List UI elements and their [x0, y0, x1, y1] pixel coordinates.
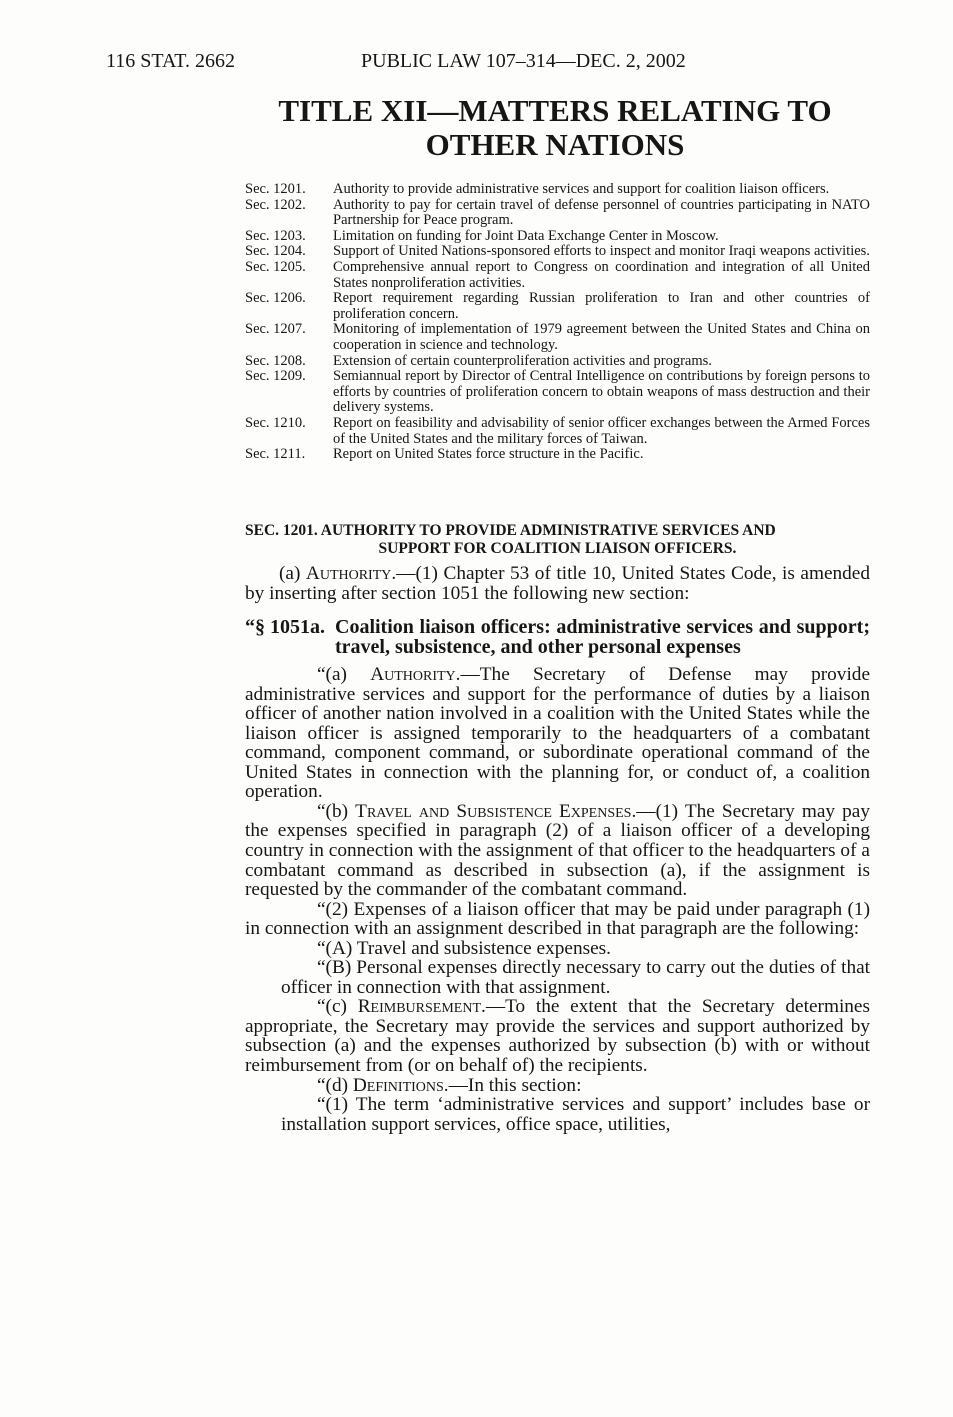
toc-entry	[245, 416, 870, 447]
toc-section-number: Sec. 1204.	[245, 243, 306, 260]
toc-section-number: Sec. 1201.	[245, 181, 306, 197]
paragraph-text: .—The Secretary of Defense may provide administrative services and support for the performance of duties by a liaison officer of another nation involved in a coalition with the United States while the liaison officer is assigned temporarily to the headquarters of a combatant command, component command, or subordinate operational command of the United States in connection with the planning for, or conduct of, a coalition operation.	[245, 664, 870, 803]
toc-entry	[245, 447, 870, 463]
toc-section-title: Limitation on funding for Joint Data Exchange Center in Moscow.	[333, 227, 719, 244]
quoted-subsection-c	[245, 997, 870, 1075]
toc-entry	[245, 322, 870, 353]
subsection-heading: Definitions	[352, 1074, 444, 1096]
quoted-subsection-a	[245, 665, 870, 802]
section-body	[245, 564, 870, 1134]
new-section-heading	[245, 617, 870, 657]
title-line-2: OTHER NATIONS	[425, 127, 685, 162]
stat-reference: 116 STAT. 2662	[106, 50, 235, 72]
public-law-reference: PUBLIC LAW 107–314—DEC. 2, 2002	[361, 50, 686, 72]
paragraph-a-authority	[245, 564, 870, 603]
toc-entry	[245, 369, 870, 416]
section-heading	[245, 522, 870, 558]
paragraph-label: “(c)	[317, 996, 358, 1018]
paragraph-text: .—(1) Chapter 53 of title 10, United States Code, is amended by inserting after section 1051 the following new section:	[245, 563, 870, 604]
toc-section-title: Support of United Nations-sponsored efforts to inspect and monitor Iraqi weapons activities.	[333, 243, 870, 260]
section-heading-line-2: SUPPORT FOR COALITION LIAISON OFFICERS.	[378, 540, 737, 557]
toc-entry	[245, 198, 870, 229]
toc-entry	[245, 182, 870, 198]
toc-section-title: Comprehensive annual report to Congress on coordination and integration of all United States nonproliferation activities.	[333, 258, 870, 291]
toc-section-number: Sec. 1211.	[245, 446, 306, 463]
quoted-subsection-b	[245, 802, 870, 900]
toc-section-title: Authority to pay for certain travel of defense personnel of countries participating in NATO Partnership for Peace program.	[333, 196, 870, 229]
toc-entry	[245, 291, 870, 322]
toc-section-title: Report on United States force structure in the Pacific.	[333, 446, 644, 463]
toc-entry	[245, 244, 870, 260]
toc-section-title: Report requirement regarding Russian proliferation to Iran and other countries of proliferation concern.	[333, 290, 870, 322]
paragraph-text: .—(1) The Secretary may pay the expenses specified in paragraph (2) of a liaison officer of a developing country in connection with the assignment of that officer to the headquarters of a combatant command as described in subsection (a), if the assignment is requested by the commander of the combatant command.	[245, 800, 870, 901]
toc-entry	[245, 229, 870, 245]
toc-section-number: Sec. 1208.	[245, 352, 306, 369]
paragraph-label: “(a)	[317, 664, 371, 686]
toc-section-number: Sec. 1207.	[245, 321, 306, 338]
toc-section-title: Extension of certain counterproliferation activities and programs.	[333, 352, 712, 369]
paragraph-label: “(d)	[317, 1074, 353, 1096]
quoted-paragraph-d1: “(1) The term ‘administrative services and support’ includes base or installation support services, office space, utilities,	[281, 1094, 870, 1135]
paragraph-label: “(b)	[317, 800, 356, 822]
title-heading	[240, 94, 870, 162]
subsection-heading: Authority	[370, 664, 456, 686]
toc-section-title: Semiannual report by Director of Central Intelligence on contributions by foreign persons to efforts by countries of proliferation concern to obtain weapons of mass destruction and their delivery systems.	[333, 368, 870, 416]
quoted-paragraph-b2: “(2) Expenses of a liaison officer that may be paid under paragraph (1) in connection with an assignment described in that paragraph are the following:	[245, 898, 870, 940]
quoted-subsection-d	[245, 1076, 870, 1096]
subsection-heading: Authority	[305, 563, 392, 584]
toc-section-number: Sec. 1203.	[245, 227, 306, 244]
toc-section-number: Sec. 1202.	[245, 196, 306, 213]
toc-entry	[245, 260, 870, 291]
title-line-1: TITLE XII—MATTERS RELATING TO	[278, 93, 832, 128]
paragraph-text: .—In this section:	[443, 1074, 582, 1096]
quoted-subparagraph-A: “(A) Travel and subsistence expenses.	[317, 937, 611, 959]
section-heading-line-1: SEC. 1201. AUTHORITY TO PROVIDE ADMINISTRATIVE SERVICES AND	[245, 522, 776, 539]
toc-section-number: Sec. 1206.	[245, 290, 306, 307]
toc-section-title: Report on feasibility and advisability of senior officer exchanges between the Armed Forces of the United States and the military forces of Taiwan.	[333, 414, 870, 447]
toc-entry	[245, 354, 870, 370]
paragraph-text: .—To the extent that the Secretary determines appropriate, the Secretary may provide the services and support authorized by subsection (a) and the expenses authorized by subsection (b) with or without reimbursement from (or on behalf of) the recipients.	[245, 996, 870, 1077]
table-of-contents	[245, 182, 870, 463]
new-section-title: Coalition liaison officers: administrative services and support; travel, subsistence, and other personal expenses	[335, 616, 870, 659]
subsection-heading: Travel and Subsistence Expenses	[355, 800, 632, 822]
running-header	[106, 50, 847, 76]
subsection-heading: Reimbursement	[357, 996, 481, 1018]
toc-section-number: Sec. 1210.	[245, 414, 306, 431]
toc-section-number: Sec. 1209.	[245, 368, 306, 385]
quoted-subparagraph-B: “(B) Personal expenses directly necessary to carry out the duties of that officer in connection with that assignment.	[281, 957, 870, 998]
toc-section-title: Authority to provide administrative services and support for coalition liaison officers.	[333, 181, 830, 197]
toc-section-number: Sec. 1205.	[245, 258, 306, 275]
paragraph-label: (a)	[279, 563, 306, 584]
toc-section-title: Monitoring of implementation of 1979 agreement between the United States and China on cooperation in science and technology.	[333, 321, 870, 353]
new-section-number: “§ 1051a.	[245, 616, 325, 639]
